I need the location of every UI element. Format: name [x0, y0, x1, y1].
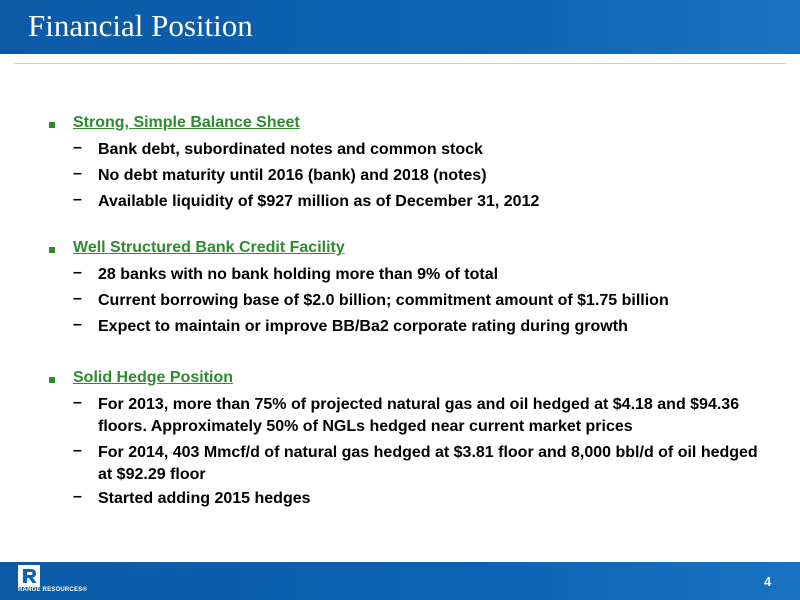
- square-bullet-icon: [49, 377, 55, 383]
- page-number: 4: [764, 574, 772, 589]
- list-item-text: Bank debt, subordinated notes and common stock: [98, 141, 483, 158]
- logo-text: RANGE RESOURCES®: [18, 587, 87, 593]
- dash-bullet: –: [73, 165, 82, 182]
- dash-bullet: –: [73, 264, 82, 281]
- dash-bullet: –: [73, 488, 82, 505]
- dash-bullet: –: [73, 290, 82, 307]
- dash-bullet: –: [73, 139, 82, 156]
- list-item-text: For 2014, 403 Mmcf/d of natural gas hedged at $3.81 floor and 8,000 bbl/d of oil hedged at $92.29 floor: [98, 444, 758, 483]
- page-title: Financial Position: [28, 8, 253, 43]
- title-bar: [0, 0, 800, 54]
- range-resources-logo-icon: [18, 565, 40, 587]
- list-item-text: For 2013, more than 75% of projected natural gas and oil hedged at $4.18 and $94.36 floors. Approximately 50% of NGLs hedged near current market prices: [98, 396, 740, 435]
- section-heading: Solid Hedge Position: [73, 369, 234, 386]
- list-item-text: Started adding 2015 hedges: [98, 490, 311, 507]
- square-bullet-icon: [49, 247, 55, 253]
- footer-bar: [0, 562, 800, 600]
- list-item-text: 28 banks with no bank holding more than 9% of total: [98, 266, 499, 283]
- dash-bullet: –: [73, 442, 82, 459]
- list-item-text: Current borrowing base of $2.0 billion; commitment amount of $1.75 billion: [98, 292, 669, 309]
- list-item-text: No debt maturity until 2016 (bank) and 2018 (notes): [98, 167, 487, 184]
- dash-bullet: –: [73, 191, 82, 208]
- company-logo: [18, 565, 88, 597]
- list-item-text: Available liquidity of $927 million as of December 31, 2012: [98, 193, 540, 210]
- list-item-text: Expect to maintain or improve BB/Ba2 corporate rating during growth: [98, 318, 628, 335]
- section-heading: Well Structured Bank Credit Facility: [73, 239, 345, 256]
- dash-bullet: –: [73, 394, 82, 411]
- section-heading: Strong, Simple Balance Sheet: [73, 114, 300, 131]
- dash-bullet: –: [73, 316, 82, 333]
- title-divider: [14, 63, 786, 64]
- square-bullet-icon: [49, 122, 55, 128]
